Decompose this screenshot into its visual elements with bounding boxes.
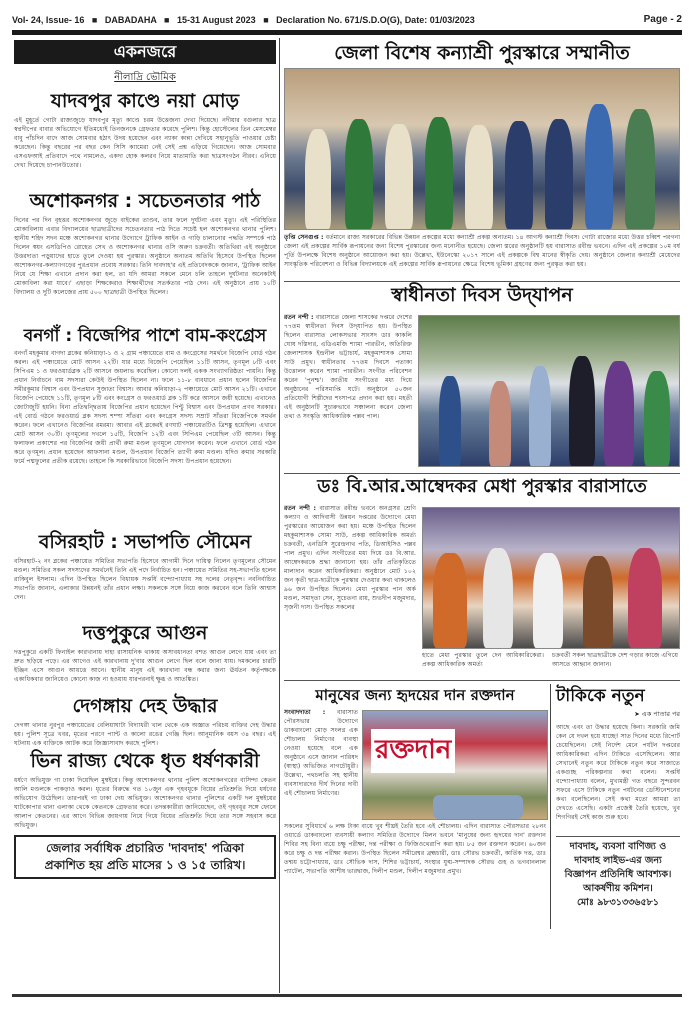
phone-number: মোঃ ৯৮৩১৩৩৬৫৮১	[577, 897, 659, 909]
arrow-icon: ➤	[634, 710, 642, 719]
article-arrest	[14, 751, 276, 830]
vol-issue: Vol- 24, Issue- 16	[12, 15, 85, 25]
article-body: ধর্ষণে অভিযুক্ত গা ঢাকা দিয়েছিল মুম্বইয়ে। কিন্তু অশোকনগর থানার পুলিশ অশোকনগরের বাসিন্দা কেতন আলি মণ্ডলকে পাকড়াও করল। ধৃতের বিরুদ্ধে গত ১০জুন এক গৃহবধূকে বিয়ের প্রতিশ্রুতি দিয়ে ধর্ষণের অভিযোগ উঠেছিল। তারপরই গা ঢাকা দেয় অভিযুক্ত। অশোকনগর থানার পুলিশের একটি দল মুম্বইয়ের ঘাটকোপার থানা এলাকা থেকে কেতনকে গ্রেফতার করে। তদন্তকারীরা জানিয়েছেন, ওই গৃহবধূর সঙ্গে ফোনে আলাপ কেতনের। এর আগে বিভিন্ন জায়গায় নিয়ে গিয়ে বিয়ের প্রতিশ্রুতি দিয়ে তার সঙ্গে সহবাস করে অভিযুক্ত।	[14, 776, 276, 829]
kanyashree-photo	[284, 68, 680, 230]
article-body: এই মুহূর্তে গোটা রাজ্যজুড়ে যাদবপুর মৃত্যু কাণ্ডে চরম উত্তেজনা দেখা দিয়েছে। নদীয়ার বগুলার ছাত্র স্বপ্নদীপের বাবার অভিযোগে ইতিমধ্যেই তিনজনকে গ্রেফতার করেছে পুলিশ। কিন্তু হোস্টেলের তিন মেসমেম্বর বাবু পাঁচদিন বাদে আজ সোমবার হঠাৎ উদয় হয়েছেন এবং ন্যাকা কান্না দেখিয়ে সহানুভূতি পাওয়ার চেষ্টা করেছেন। কিন্তু বছরের পর বছর কেন সিসি ক্যামেরা নেই সেই প্রশ্ন এড়িয়ে গিয়েছেন। আজ সোমবার এসএফআই প্রতিবাদে পথে নামলেও, একদা হোক কলরব নিয়ে মাতামাতি করা ছাত্রসংগঠন নীরব। এনিয়ে দেখা দিয়েছে চাপানউতোর।	[14, 116, 276, 169]
bottom-rule	[12, 994, 682, 997]
article-ambedkar	[284, 477, 680, 677]
article-blood-donation	[284, 684, 546, 875]
independence-photo	[418, 315, 680, 467]
article-taki	[556, 684, 680, 911]
column-divider	[279, 38, 280, 993]
headline: বসিরহাট : সভাপতি সৌমেন	[38, 531, 252, 554]
headline: জেলা বিশেষ কন্যাশ্রী পুরস্কারে সম্মানীত	[334, 42, 630, 64]
publication-notice: জেলার সর্বাধিক প্রচারিত 'দাবদাহ' পত্রিকা প্রকাশিত হয় প্রতি মাসের ১ ও ১৫ তারিখ।	[14, 835, 276, 879]
masthead	[12, 13, 682, 28]
headline: যাদবপুর কাণ্ডে নয়া মোড়	[50, 90, 240, 112]
article-deganga	[14, 696, 276, 748]
article-basirhat	[14, 532, 276, 620]
page-number: Page - 2	[643, 14, 682, 25]
article-body: দত্তপুকুরে একটি ফিনাইল কারখানায় দাহ্য রাসায়নিক থাকায় অসাবধানতা বশত আগুন লেগে যায় এবং তা দ্রুত ছড়িয়ে পড়ে। এর আগেও এই কারখানায় দু'বার আগুন লেগে ছিল বলে জানা যায়। দমকলের চারটি ইঞ্জিন এসে আগুন আয়ত্তে আনে। স্থানীয় মানুষ এই কারখানা বন্ধ করার জন্য ঊর্ধতন কর্তৃপক্ষকে একাধিকবার জানিয়েও কোনো কাজ না হওয়ায় যারপরনাই ক্ষুব্ধ ও আতঙ্কিত।	[14, 648, 276, 683]
article-independence	[284, 285, 680, 470]
declaration: Declaration No. 671/S.D.O(G), Date: 01/03/2023	[276, 15, 475, 25]
photo-caption: চক্রবর্তী সকল ছাত্রছাত্রীকে দেশ গড়ার কাজে এগিয়ে আসতে আহ্বান জানান।	[552, 651, 678, 668]
headline: দত্তপুকুরে আগুন	[82, 622, 208, 645]
article-body-continued: সকলের সুবিধার্থে ৬ লক্ষ টাকা ব্যয়ে খুব শীঘ্রই তৈরি হবে এই শৌচালয়। এদিন বারাসাত পৌরসভার ২৮নং ওয়ার্ডে ডাকবাংলো ব্যবসায়ী কল্যাণ সমিতির উদ্যোগে মিলন ভবনে 'মানুষের জন্য হৃদয়ের দান' রক্তদান শিবির সহ বিনা ব্যয়ে চক্ষু পরীক্ষা, দন্ত পরীক্ষা ও ফিজিওথেরাপি করা হয়। ৮৫ জন রক্তদান করেন। ৬০জন করে চক্ষু ও দন্ত পরীক্ষা করান। উপস্থিত ছিলেন সমীরেশ্বর ব্রহ্মচারী, ডাঃ সৌরভ চক্রবর্তী, কার্তিক দত্ত, ডাঃ তন্ময় চট্টোপাধ্যায়, ডাঃ সৌভিক দাস, শিশির ভট্টাচার্য, সংস্থার যুগ্ম-সম্পাদক সৌরভ গুহ ও ভগবানলাল প্যাটেল, সভাপতি আশীষ ভারদ্বাজ, দিলীপ মণ্ডল, দিলীপ মজুমদার প্রমুখ।	[284, 822, 546, 875]
article-body: বনগাঁ মহকুমার বাগদা ব্লকের কনিয়াড়া-১ ও ২ গ্রাম পঞ্চায়েতে বাম ও কংগ্রেসের সমর্থনে বিজেপি বোর্ড গঠন করল। এই পঞ্চায়েতে মোট আসন ২২টি। যার মধ্যে বিজেপি পেয়েছিল ১১টি আসন, তৃণমূল ৮টি এবং সিপিএম ১ ও ফরওয়ার্ডব্লক ২টি আসনে জয়লাভ করেছিল। কোনো দলই একক সংখ্যাগরিষ্ঠতা পায়নি। কিন্তু প্রধান নির্বাচনে বাম সদস্যরা কেউই উপস্থিত ছিলেন না। ফলে ১১-৮ ব্যবধানে প্রধান হলেন বিজেপির সমীরকুমার বিশ্বাস এবং উপপ্রধান সুজাতা বিশ্বাস। আবার কনিয়াড়া-২ পঞ্চায়েতে মোট আসন ২১টি। এখানে বিজেপি পেয়েছে ১১টি, তৃণমূল ৮টি এবং কংগ্রেস ও ফরওয়ার্ড ব্লক ১টি করে আসনে জয়ী হয়েছে। এখানেও জোটাজুটি হয়নি। বিনা প্রতিদ্বন্দ্বিতায় বিজেপির প্রধান হয়েছেন পিন্টু বিশ্বাস এবং উপপ্রধান প্রণব সরকার। এই বোর্ড গঠনে ফরওয়ার্ড ব্লক সদস্য শম্পা সাঁতরা এবং কংগ্রেস সদস্য সম্রাট সাঁতরা বিজেপিকে সমর্থন করেন। ফলে এখানেও বিজেপির রমরমা। আবার এই ব্লকেরই রণঘাট পঞ্চায়েতটিও ত্রিশঙ্কু হয়েছিল। এখানে মোট আসন ৩০টি। তৃণমূলের দখলে ১৫টি, বিজেপি ১২টি এবং সিপিএম পেয়েছিল ৩টি আসন। কিন্তু ফলাফল প্রকাশের পর বিজেপির জয়ী প্রার্থী রুমা মণ্ডল তৃণমূলে যোগদান করেন। ফলে এখানে বোর্ড গঠন করে তৃণমূল। প্রধান হয়েছেন আফসানা মণ্ডল, উপপ্রধান বিজেপি ত্যাগী রুমা মণ্ডল। যদিও রুমার সরকারি ফর্মে পদ্মফুলের প্রতীক রয়েছে। তাহলে কি সরকারিভাবে বিজেপি সদস্য উপপ্রধান হয়েছেন।	[14, 350, 276, 466]
headline: অশোকনগর : সচেতনতার পাঠ	[29, 189, 261, 212]
masthead-info: Vol- 24, Issue- 16 ■ DABADAHA ■ 15-31 August 2023 ■ Declaration No. 671/S.D.O(G), Date: 01/03/2023	[12, 15, 475, 25]
banner-text: রক্তদান	[371, 729, 455, 773]
article-body: তৃপ্তি সেনগুপ্ত : বর্তমানে রাজ্য সরকারের বিভিন্ন উন্নয়ন প্রকল্পের মধ্যে কন্যাশ্রী প্রকল্প অন্যতম। ১৪ আগস্ট কন্যাশ্রী দিবস। গোটা রাজ্যের মধ্যে উত্তর চব্বিশ পরগনা জেলা এই প্রকল্পের সার্বিক রূপায়নের জন্য বিশেষ পুরস্কারের জন্য মনোনীত হয়েছে। জেলা স্তরের অনুষ্ঠানটি হয় বারাসাত রবীন্দ্র ভবনে। এদিন এই প্রকল্পের ১০ম বর্ষ পূর্তি উপলক্ষে বিশেষ অনুষ্ঠানে আয়োজন করা হয়। উল্লেখ্য, ইউনেস্কো ২০১৭ সালে এই প্রকল্পকে বিশ্ব মানের স্বীকৃতি দেয়। অনুষ্ঠানে জেলার কন্যাশ্রী মেয়েদের সাংস্কৃতিক পরিবেশনা ও বিভিন্ন বিদ্যালয়কে এই প্রকল্পের সার্বিক রূপায়নের ক্ষেত্রে বিশেষ ভূমিকা গ্রহণের জন্য পুরস্কৃত করা হয়।	[284, 233, 680, 268]
advertisement: দাবদাহ, ব্যবসা বাণিজ্য ও দাবদাহ লাইভ-এর জন্য বিজ্ঞাপন প্রতিনিধি আবশ্যক। আকর্ষণীয় কমিশন। মোঃ ৯৮৩১৩৩৬৫৮১	[556, 840, 680, 910]
blood-donation-photo	[362, 710, 548, 820]
article-jadavpur	[14, 91, 276, 188]
divider	[284, 473, 680, 474]
headline: ভিন রাজ্য থেকে ধৃত ধর্ষণকারী	[30, 749, 260, 772]
byline: নীলাদ্রি ভৌমিক	[114, 72, 176, 83]
article-body: সংবাদদাতা : বারাসাত পৌরসভার উদ্যোগে ডাকবাংলো মোড় সংলগ্ন এক শৌচালয় নির্মাণের ব্যবস্থা নেওয়া হয়েছে বলে এক অনুষ্ঠানে এসে জানান পারিষদ (স্বাস্থ্য) অভিজিত নাগচৌধুরী। উল্লেখ্য, পথচলতি সহ স্থানীয় ব্যবসাদারদের দীর্ঘ দিনের দাবী এই শৌচালয় নির্মাণের।	[284, 708, 358, 797]
article-bongaon	[14, 327, 276, 530]
date-range: 15-31 August 2023	[176, 15, 256, 25]
bottom-section	[284, 684, 680, 934]
article-body: দেগঙ্গা থানার নুরপুর পঞ্চায়েতের বেলিয়াঘাটা বিদ্যাধরী খাল থেকে এক অজ্ঞাত পরিচয় ব্যক্তির দেহ উদ্ধার হয়। পুলিশ সূত্রে খবর, মৃতের পরণে প্যান্ট ও কালো রঙের গেঞ্জি ছিল। আনুমানিক বয়স ৩৪ বছর। এই ঘটনায় এক ব্যক্তিকে আটক করে জিজ্ঞাসাবাদ করছে পুলিশ।	[14, 721, 276, 747]
top-rule	[12, 30, 682, 35]
section-banner: একনজরে	[14, 40, 276, 64]
article-body: আছে এবং তা উদ্ধার হয়েছে কিনা। সরকারি জমি কেন যে দখল হয়ে যাচ্ছে! সাত দিনের মধ্যে রিপোর্ট চেয়েছিলেন। সেই নির্দেশ মেনে পর্যটন দপ্তরের আধিকারিকরা এদিন টাকিতে এসেছিলেন। আর সেখানেই নতুন করে টাকিকে নতুন করে সাজাতে একগুচ্ছ পরিকল্পনার কথা বলেন। সপ্তর্ষি বন্দ্যোপাধ্যায় বলেন, মুখ্যমন্ত্রী গত বছরে সুন্দরবন সফরে এসে টাকিকে নতুন পর্যটনের ডেস্টিনেশনের কথা বলেছিলেন। সেই কথা মতো আমরা তা দেখতে এসেছি। একটা প্রজেক্ট তৈরি হয়েছে, খুব শিগগিরই সেই কাজ শুরু হবে।	[556, 724, 680, 822]
divider	[284, 281, 680, 282]
article-body: দিনের পর দিন বৃহত্তর অশোকনগর জুড়ে বাইকের তাণ্ডব, তার ফলে দুর্ঘটনা এবং মৃত্যু। এই পরিস্থিতির মোকাবিলায় এবার বিদ্যালয়ের ছাত্রছাত্রীদের সচেতনতার পাঠ দিতে সচেষ্ট হল অশোকনগর থানার পুলিশ। স্থানীয় শহিদ সদন মঞ্চে অশোকনগর থানার উদ্যোগে ট্রাফিক আইন ও গাড়ি চালানোর পদ্ধতি সম্পর্কে পাঠ দিলেন স্বয়ং এসডিপিও রোহেত সেখ ও অশোকনগর থানার ওসি অরুণ চক্রবর্তী। অতিথিরা এই অনুষ্ঠানে উত্তরদাতা পড়ুয়াদের হাতে তুলে দেওয়া হয় পুরস্কার। অনুষ্ঠানে অন্যতম অতিথি হিসেবে উপস্থিত ছিলেন অশোকনগর-কল্যাণগড়ের পুরপ্রধান প্রবোধ সরকার। তিনি দাবদাহ'র এই প্রতিবেদককে জানান, 'ট্রাফিক আইন নিয়ে যে শিক্ষা এখানে প্রদান করা হল, তা যদি আমরা সকলে মেনে চলি তাহলে দুর্ঘটনার অনেকটাই মোকাবিলা করা যাবে।' এছাড়া শিক্ষকেরাও শিক্ষার্থীদের সতর্কতার পাঠ দেন। এই অনুষ্ঠানে প্রায় ১০টি বিদ্যালয় ও দুটি কলেজের প্রায় ৫০০ ছাত্রছাত্রী উপস্থিত ছিলেন।	[14, 216, 276, 296]
article-kanyashree	[284, 43, 680, 278]
article-body: বসিরহাট-২ নং ব্লকের পঞ্চায়েত সমিতির সভাপতি হিসেবে আগামী দিনে দায়িত্ব নিলেন তৃণমূলের সৌমেন মণ্ডল। সমিতির সকল সদস্যদের সমর্থনেই তিনি এই পদে নির্বাচিত হন। পঞ্চায়েত সমিতির সহ-সভাপতি হলেন রাকিবুল ইসলাম। এদিন উপস্থিত ছিলেন বিধায়ক সপ্তর্ষি বন্দ্যোপাধ্যায় সহ দলের নেতৃবৃন্দ। নবনির্বাচিত সভাপতি জানান, এলাকার উন্নয়নই তাঁর প্রধান লক্ষ্য। সকলকে সঙ্গে নিয়ে কাজ করবেন বলে তিনি আশ্বাস দেন।	[14, 558, 276, 602]
headline: ডঃ বি.আর.আম্বেদকর মেধা পুরস্কার বারাসাতে	[317, 475, 647, 497]
headline: বনগাঁ : বিজেপির পাশে বাম-কংগ্রেস	[23, 325, 267, 346]
article-duttapukur	[14, 623, 276, 693]
article-ashokenagar	[14, 191, 276, 324]
article-body: রতন নন্দী : বারাসাত রবীন্দ্র ভবনে অনগ্রসর শ্রেণি কল্যাণ ও আদিবাসী উন্নয়ন দপ্তরের উদ্যোগে মেধা পুরস্কারের আয়োজন করা হয়। মঞ্চে উপস্থিত ছিলেন মহকুমাশাসক সোমা সাউ, প্রকল্প আধিকারিক অমর্ত্য চক্রবর্তী, এনডিসি সুরেন্দ্রনাথ পতি, ডিআইসিও পল্লব পাল প্রমুখ। এদিন সংগীতের মধ্য দিয়ে ডঃ বি.আর. আম্বেদকরকে শ্রদ্ধা জানানো হয়। তাঁর প্রতিকৃতিতে মাল্যদান করেন আধিকারিকরা। অনুষ্ঠানে মোট ১০২ জন কৃতী ছাত্র-ছাত্রীকে পুরস্কার দেওয়ার কথা থাকলেও ৯৬ জন উপস্থিত ছিলেন। মেধা পুরস্কার পান অর্ক মণ্ডল, সমাদৃতা সেন, সুচেতনা রায়, শুভদীপ মজুমদার, সৃজনী দাস। উপস্থিত সকলের	[284, 504, 416, 611]
divider	[284, 680, 680, 681]
divider	[556, 836, 680, 837]
photo-caption: হাতে মেধা পুরস্কার তুলে দেন আধিকারিকেরা। প্রকল্প আধিকারিক অমর্ত্য	[422, 651, 544, 668]
headline: দেগঙ্গায় দেহ উদ্ধার	[72, 694, 218, 717]
column-divider	[550, 684, 551, 929]
right-column	[284, 40, 680, 934]
left-column	[14, 40, 276, 879]
paper-name: DABADAHA	[104, 15, 157, 25]
headline: টাকিকে নতুন	[556, 685, 645, 706]
article-body: রতন নন্দী : বারাসাতে জেলা শাসকের দপ্তরে দেশের ৭৭তম স্বাধীনতা দিবস উদ্‌যাপিত হয়। উপস্থিত ছিলেন বারাসাত লোকসভার সাংসদ ডাঃ কাকলি ঘোষ দস্তিদার, এডিএমজি শ্যামা পারভীন, অতিরিক্ত জেলাশাসক ইন্দ্রনীল ভট্টাচার্য, মহকুমাশাসক সোমা সাউ প্রমুখ। স্বাধীনতার ৭৭তম দিবসে পতাকা উত্তোলন করেন শ্যামা পারভীন। সংগীত পরিবেশন করেন 'পুনশ্চ'। জাতীয় সংগীতের মধ্য দিয়ে অনুষ্ঠানের পরিসমাপ্তি ঘটে। অনুষ্ঠানে ৫০জন প্রতিযোগী শিল্পীদের শংসাপত্র প্রদান করা হয়। মহতী এই অনুষ্ঠানটি সুচারুভাবে সঞ্চালনা করেন জেলা তথ্য ও সংস্কৃতি আধিকারিক পল্লব পাল।	[284, 313, 412, 420]
ambedkar-photo	[422, 507, 680, 649]
continued-note: ➤ এক পাতার পর	[634, 710, 680, 719]
headline: মানুষের জন্য হৃদয়ের দান রক্তদান	[315, 685, 515, 704]
headline: স্বাধীনতা দিবস উদ্‌যাপন	[391, 283, 573, 306]
